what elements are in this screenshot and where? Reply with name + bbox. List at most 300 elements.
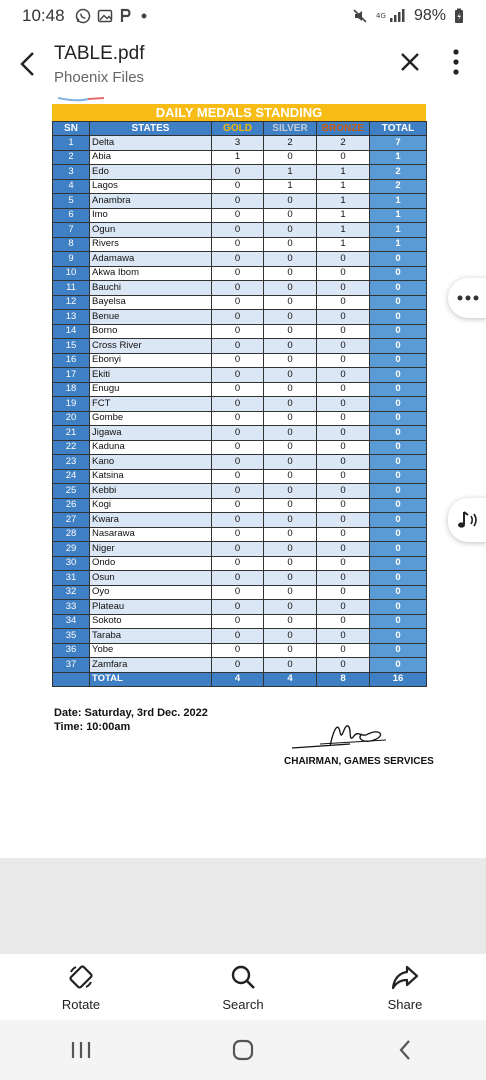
row-total: 0: [370, 542, 427, 557]
row-gold: 0: [212, 310, 264, 325]
medals-table: [52, 121, 427, 687]
table-row: [53, 397, 427, 412]
signatory-title: CHAIRMAN, GAMES SERVICES: [284, 756, 434, 767]
row-gold: 0: [212, 411, 264, 426]
row-bronze: 0: [317, 426, 370, 441]
more-vertical-icon: [452, 49, 460, 75]
row-state: Enugu: [90, 382, 212, 397]
row-silver: 0: [264, 252, 317, 267]
file-titles: [54, 43, 144, 86]
row-silver: 0: [264, 498, 317, 513]
row-bronze: 0: [317, 658, 370, 673]
row-silver: 0: [264, 237, 317, 252]
row-state: Taraba: [90, 629, 212, 644]
row-sn: 7: [53, 223, 90, 238]
row-bronze: 0: [317, 281, 370, 296]
dot-icon: [139, 11, 149, 21]
row-total: 0: [370, 513, 427, 528]
total-silver: 4: [264, 672, 317, 687]
total-row: [53, 672, 427, 687]
row-state: Plateau: [90, 600, 212, 615]
whatsapp-icon: [75, 8, 91, 24]
row-sn: 30: [53, 556, 90, 571]
row-bronze: 0: [317, 150, 370, 165]
col-header-silver: SILVER: [264, 122, 317, 136]
row-state: Kebbi: [90, 484, 212, 499]
svg-text:4G: 4G: [375, 12, 386, 20]
col-header-states: STATES: [90, 122, 212, 136]
row-bronze: 0: [317, 295, 370, 310]
row-gold: 3: [212, 136, 264, 151]
row-sn: 17: [53, 368, 90, 383]
row-bronze: 1: [317, 194, 370, 209]
more-horizontal-icon: [457, 295, 479, 301]
table-row: [53, 194, 427, 209]
table-row: [53, 455, 427, 470]
row-bronze: 0: [317, 397, 370, 412]
row-silver: 0: [264, 339, 317, 354]
row-bronze: 1: [317, 208, 370, 223]
row-total: 1: [370, 150, 427, 165]
row-state: Akwa Ibom: [90, 266, 212, 281]
row-state: Nasarawa: [90, 527, 212, 542]
share-button[interactable]: [324, 954, 486, 1020]
row-sn: 1: [53, 136, 90, 151]
row-sn: 12: [53, 295, 90, 310]
row-gold: 0: [212, 223, 264, 238]
row-state: Ondo: [90, 556, 212, 571]
row-total: 2: [370, 165, 427, 180]
status-bar: [0, 0, 486, 32]
table-row: [53, 382, 427, 397]
row-total: 0: [370, 614, 427, 629]
row-bronze: 1: [317, 179, 370, 194]
row-sn: 32: [53, 585, 90, 600]
row-state: Ekiti: [90, 368, 212, 383]
row-silver: 0: [264, 542, 317, 557]
row-bronze: 0: [317, 513, 370, 528]
row-state: Imo: [90, 208, 212, 223]
col-header-sn: SN: [53, 122, 90, 136]
table-row: [53, 150, 427, 165]
row-state: Kaduna: [90, 440, 212, 455]
row-sn: 16: [53, 353, 90, 368]
table-row: [53, 165, 427, 180]
row-gold: 1: [212, 150, 264, 165]
row-silver: 1: [264, 179, 317, 194]
row-bronze: 0: [317, 542, 370, 557]
row-gold: 0: [212, 368, 264, 383]
row-total: 0: [370, 368, 427, 383]
row-bronze: 0: [317, 469, 370, 484]
row-sn: 35: [53, 629, 90, 644]
row-silver: 0: [264, 571, 317, 586]
search-label: Search: [222, 996, 264, 1012]
col-header-total: TOTAL: [370, 122, 427, 136]
row-sn: 18: [53, 382, 90, 397]
row-bronze: 0: [317, 368, 370, 383]
row-sn: 37: [53, 658, 90, 673]
back-icon: [398, 1039, 412, 1061]
row-state: Niger: [90, 542, 212, 557]
row-state: Jigawa: [90, 426, 212, 441]
row-sn: 13: [53, 310, 90, 325]
table-row: [53, 252, 427, 267]
table-row: [53, 643, 427, 658]
row-silver: 0: [264, 382, 317, 397]
close-icon: [400, 52, 420, 72]
row-state: FCT: [90, 397, 212, 412]
col-header-bronze: BRONZE: [317, 122, 370, 136]
row-sn: 15: [53, 339, 90, 354]
bottom-toolbar: [0, 954, 486, 1020]
p-icon: [119, 8, 133, 24]
row-total: 0: [370, 498, 427, 513]
row-sn: 25: [53, 484, 90, 499]
floating-more-button[interactable]: [448, 278, 486, 318]
row-silver: 0: [264, 310, 317, 325]
report-time: Time: 10:00am: [54, 721, 131, 733]
row-total: 1: [370, 223, 427, 238]
row-total: 0: [370, 382, 427, 397]
row-state: Delta: [90, 136, 212, 151]
row-silver: 0: [264, 513, 317, 528]
row-total: 0: [370, 440, 427, 455]
row-sn: 31: [53, 571, 90, 586]
row-sn: 10: [53, 266, 90, 281]
row-sn: 14: [53, 324, 90, 339]
floating-music-button[interactable]: [448, 498, 486, 542]
row-gold: 0: [212, 397, 264, 412]
row-state: Kwara: [90, 513, 212, 528]
row-silver: 0: [264, 223, 317, 238]
row-state: Osun: [90, 571, 212, 586]
row-state: Sokoto: [90, 614, 212, 629]
row-silver: 0: [264, 600, 317, 615]
row-silver: 0: [264, 194, 317, 209]
share-icon: [391, 963, 419, 991]
row-gold: 0: [212, 324, 264, 339]
row-gold: 0: [212, 629, 264, 644]
file-title: TABLE.pdf: [54, 42, 145, 64]
row-gold: 0: [212, 440, 264, 455]
row-sn: 34: [53, 614, 90, 629]
row-silver: 0: [264, 368, 317, 383]
table-row: [53, 440, 427, 455]
back-arrow-icon: [18, 51, 38, 77]
row-silver: 0: [264, 527, 317, 542]
row-gold: 0: [212, 513, 264, 528]
row-total: 0: [370, 310, 427, 325]
row-bronze: 1: [317, 237, 370, 252]
row-silver: 0: [264, 469, 317, 484]
row-bronze: 0: [317, 585, 370, 600]
row-state: Oyo: [90, 585, 212, 600]
row-bronze: 1: [317, 165, 370, 180]
home-icon: [232, 1039, 254, 1061]
row-sn: 33: [53, 600, 90, 615]
table-row: [53, 179, 427, 194]
row-gold: 0: [212, 469, 264, 484]
row-total: 0: [370, 484, 427, 499]
row-sn: 26: [53, 498, 90, 513]
row-state: Ogun: [90, 223, 212, 238]
row-sn: 20: [53, 411, 90, 426]
table-row: [53, 353, 427, 368]
row-state: Ebonyi: [90, 353, 212, 368]
row-gold: 0: [212, 585, 264, 600]
table-row: [53, 368, 427, 383]
table-row: [53, 310, 427, 325]
row-bronze: 0: [317, 643, 370, 658]
row-total: 0: [370, 397, 427, 412]
row-gold: 0: [212, 455, 264, 470]
table-row: [53, 542, 427, 557]
table-row: [53, 614, 427, 629]
row-sn: 22: [53, 440, 90, 455]
row-bronze: 0: [317, 484, 370, 499]
row-bronze: 0: [317, 440, 370, 455]
row-state: Anambra: [90, 194, 212, 209]
row-total: 0: [370, 585, 427, 600]
row-state: Abia: [90, 150, 212, 165]
table-row: [53, 237, 427, 252]
row-gold: 0: [212, 165, 264, 180]
recents-button[interactable]: [61, 1030, 101, 1070]
share-label: Share: [387, 996, 423, 1012]
row-sn: 28: [53, 527, 90, 542]
row-gold: 0: [212, 353, 264, 368]
row-total: 1: [370, 208, 427, 223]
row-silver: 0: [264, 397, 317, 412]
row-total: 7: [370, 136, 427, 151]
row-sn: 6: [53, 208, 90, 223]
row-sn: 5: [53, 194, 90, 209]
row-total: 1: [370, 237, 427, 252]
row-bronze: 0: [317, 571, 370, 586]
row-silver: 0: [264, 266, 317, 281]
row-gold: 0: [212, 600, 264, 615]
table-row: [53, 498, 427, 513]
banner-title: DAILY MEDALS STANDING: [52, 104, 426, 121]
row-silver: 0: [264, 556, 317, 571]
total-bronze: 8: [317, 672, 370, 687]
row-sn: 27: [53, 513, 90, 528]
table-row: [53, 295, 427, 310]
battery-level: 98%: [413, 7, 446, 24]
home-button[interactable]: [223, 1030, 263, 1070]
table-row: [53, 411, 427, 426]
row-silver: 0: [264, 411, 317, 426]
row-silver: 0: [264, 353, 317, 368]
table-row: [53, 426, 427, 441]
rotate-button[interactable]: [0, 954, 162, 1020]
row-silver: 0: [264, 455, 317, 470]
row-state: Cross River: [90, 339, 212, 354]
table-row: [53, 527, 427, 542]
date-time-block: [54, 706, 208, 734]
recents-icon: [70, 1040, 92, 1060]
row-silver: 0: [264, 585, 317, 600]
report-date: Date: Saturday, 3rd Dec. 2022: [54, 707, 208, 719]
row-total: 0: [370, 527, 427, 542]
table-row: [53, 629, 427, 644]
total-total: 16: [370, 672, 427, 687]
table-row: [53, 556, 427, 571]
table-row: [53, 469, 427, 484]
row-bronze: 2: [317, 136, 370, 151]
row-gold: 0: [212, 484, 264, 499]
app-bar: [0, 34, 486, 94]
row-bronze: 0: [317, 252, 370, 267]
gallery-icon: [97, 8, 113, 24]
rotate-label: Rotate: [61, 996, 101, 1012]
nav-back-button[interactable]: [385, 1030, 425, 1070]
row-state: Katsina: [90, 469, 212, 484]
row-state: Bauchi: [90, 281, 212, 296]
col-header-gold: GOLD: [212, 122, 264, 136]
row-silver: 0: [264, 484, 317, 499]
table-row: [53, 513, 427, 528]
row-state: Bayelsa: [90, 295, 212, 310]
row-total: 2: [370, 179, 427, 194]
row-bronze: 0: [317, 324, 370, 339]
row-silver: 0: [264, 150, 317, 165]
row-bronze: 0: [317, 614, 370, 629]
row-silver: 0: [264, 629, 317, 644]
row-bronze: 0: [317, 455, 370, 470]
search-button[interactable]: [162, 954, 324, 1020]
row-bronze: 0: [317, 556, 370, 571]
row-state: Borno: [90, 324, 212, 339]
row-gold: 0: [212, 498, 264, 513]
table-row: [53, 484, 427, 499]
row-state: Adamawa: [90, 252, 212, 267]
row-gold: 0: [212, 542, 264, 557]
close-button[interactable]: [390, 42, 430, 82]
row-total: 0: [370, 629, 427, 644]
row-bronze: 0: [317, 600, 370, 615]
row-bronze: 0: [317, 411, 370, 426]
row-state: Rivers: [90, 237, 212, 252]
row-sn: 3: [53, 165, 90, 180]
row-total: 1: [370, 194, 427, 209]
row-bronze: 0: [317, 266, 370, 281]
row-gold: 0: [212, 179, 264, 194]
table-row: [53, 324, 427, 339]
status-time: 10:48: [22, 6, 65, 25]
notification-icons: [75, 8, 149, 24]
signature-icon: [290, 718, 400, 752]
row-sn: 24: [53, 469, 90, 484]
row-silver: 0: [264, 614, 317, 629]
music-note-icon: [456, 509, 480, 531]
row-sn: 36: [53, 643, 90, 658]
row-total: 0: [370, 295, 427, 310]
row-total: 0: [370, 600, 427, 615]
search-icon: [229, 963, 257, 991]
row-total: 0: [370, 469, 427, 484]
row-sn: 29: [53, 542, 90, 557]
row-silver: 1: [264, 165, 317, 180]
row-total: 0: [370, 324, 427, 339]
battery-icon: [454, 8, 464, 24]
row-bronze: 0: [317, 339, 370, 354]
row-sn: 2: [53, 150, 90, 165]
row-gold: 0: [212, 382, 264, 397]
row-total: 0: [370, 281, 427, 296]
row-state: Gombe: [90, 411, 212, 426]
row-gold: 0: [212, 527, 264, 542]
row-sn: 23: [53, 455, 90, 470]
row-silver: 0: [264, 208, 317, 223]
row-bronze: 0: [317, 353, 370, 368]
row-gold: 0: [212, 266, 264, 281]
page-gap-area: [0, 858, 486, 954]
row-sn: 19: [53, 397, 90, 412]
row-silver: 0: [264, 643, 317, 658]
row-total: 0: [370, 643, 427, 658]
table-row: [53, 571, 427, 586]
row-total: 0: [370, 455, 427, 470]
row-sn: 8: [53, 237, 90, 252]
row-gold: 0: [212, 194, 264, 209]
table-row: [53, 266, 427, 281]
row-sn: 9: [53, 252, 90, 267]
rotate-icon: [67, 963, 95, 991]
signal-icon: [376, 9, 406, 23]
row-gold: 0: [212, 571, 264, 586]
row-total: 0: [370, 339, 427, 354]
row-silver: 0: [264, 295, 317, 310]
more-options-button[interactable]: [438, 42, 474, 82]
row-sn: 4: [53, 179, 90, 194]
back-button[interactable]: [6, 42, 50, 86]
row-silver: 2: [264, 136, 317, 151]
mute-icon: [352, 8, 368, 24]
row-silver: 0: [264, 281, 317, 296]
row-gold: 0: [212, 556, 264, 571]
total-gold: 4: [212, 672, 264, 687]
row-total: 0: [370, 353, 427, 368]
table-header-row: [53, 122, 427, 136]
row-state: Kogi: [90, 498, 212, 513]
row-gold: 0: [212, 237, 264, 252]
row-total: 0: [370, 426, 427, 441]
row-sn: 11: [53, 281, 90, 296]
row-gold: 0: [212, 614, 264, 629]
system-nav-bar: [0, 1020, 486, 1080]
row-silver: 0: [264, 324, 317, 339]
table-row: [53, 208, 427, 223]
table-row: [53, 339, 427, 354]
medals-sheet: [52, 104, 426, 687]
row-bronze: 0: [317, 527, 370, 542]
row-sn: 21: [53, 426, 90, 441]
pdf-viewport[interactable]: [0, 96, 486, 858]
row-gold: 0: [212, 643, 264, 658]
row-bronze: 0: [317, 382, 370, 397]
table-row: [53, 658, 427, 673]
file-source: Phoenix Files: [54, 68, 145, 86]
table-row: [53, 136, 427, 151]
row-gold: 0: [212, 252, 264, 267]
row-total: 0: [370, 658, 427, 673]
row-state: Lagos: [90, 179, 212, 194]
total-label: TOTAL: [90, 672, 212, 687]
row-bronze: 1: [317, 223, 370, 238]
total-sn-cell: [53, 672, 90, 687]
